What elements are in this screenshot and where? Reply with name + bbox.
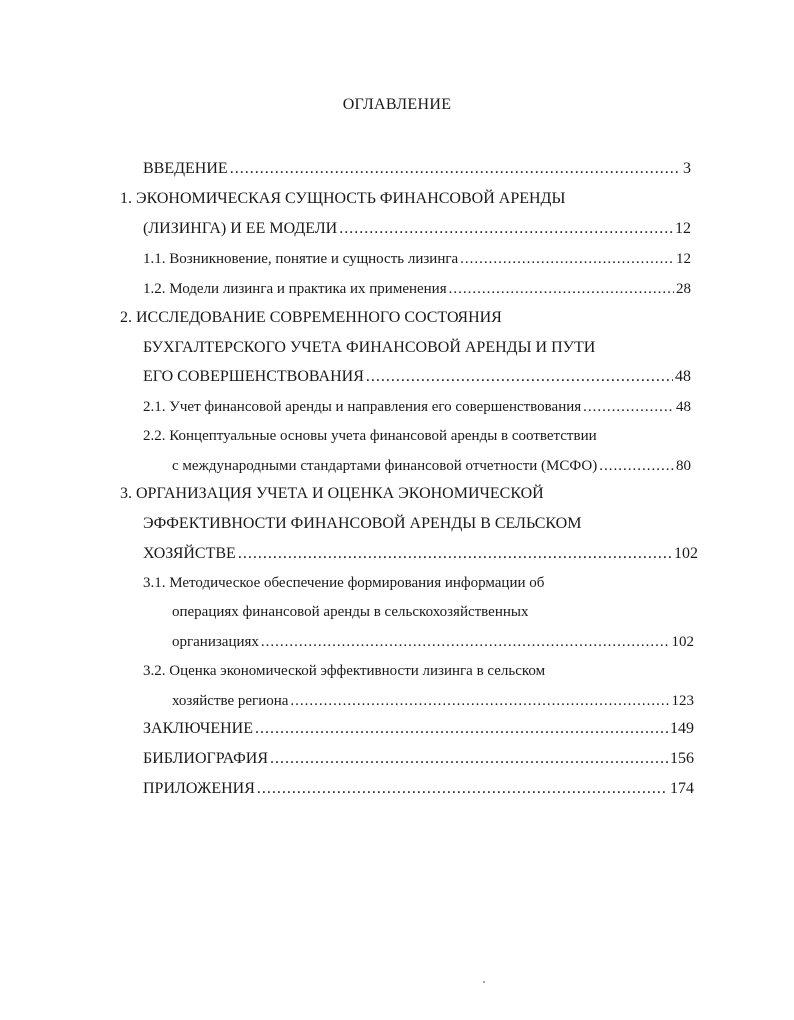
toc-entry-text: 3.2. Оценка экономической эффективности лизинга в сельском (143, 663, 546, 679)
toc-entry-page: 102 (674, 545, 698, 562)
toc-entry-page: 3 (683, 160, 691, 177)
toc-entry-page: 48 (676, 399, 691, 415)
toc-entry-text: 2. ИССЛЕДОВАНИЕ СОВРЕМЕННОГО СОСТОЯНИЯ (120, 309, 502, 326)
toc-section-1-1 (143, 249, 691, 269)
toc-entry-bibliography (143, 749, 694, 769)
toc-entry-text: (ЛИЗИНГА) И ЕЕ МОДЕЛИ (143, 220, 338, 237)
toc-section-2-1 (143, 397, 691, 417)
toc-entry-text: 1.1. Возникновение, понятие и сущность лизинга (143, 251, 459, 267)
toc-section-3-1-line-1 (143, 573, 544, 593)
toc-entry-page: 174 (670, 780, 694, 797)
toc-entry-text: ВВЕДЕНИЕ (143, 160, 228, 177)
toc-entry-text: ПРИЛОЖЕНИЯ (143, 780, 255, 797)
toc-entry-text: организациях (172, 634, 259, 650)
toc-entry-page: 28 (676, 281, 691, 297)
toc-entry-text: 2.1. Учет финансовой аренды и направления его совершенствования (143, 399, 582, 415)
toc-entry-appendices (143, 779, 694, 799)
toc-entry-page: 12 (676, 251, 691, 267)
toc-entry-text: 1. ЭКОНОМИЧЕСКАЯ СУЩНОСТЬ ФИНАНСОВОЙ АРЕНДЫ (120, 190, 566, 207)
toc-section-3-2-line-2 (172, 691, 694, 711)
toc-chapter-3-line-2 (143, 514, 581, 534)
leader-dots (458, 249, 674, 269)
toc-chapter-1-line-1 (120, 189, 565, 209)
leader-dots (364, 367, 673, 387)
leader-dots (268, 749, 668, 769)
toc-entry-text: 3. ОРГАНИЗАЦИЯ УЧЕТА И ОЦЕНКА ЭКОНОМИЧЕСКОЙ (120, 485, 544, 502)
toc-entry-conclusion (143, 719, 694, 739)
leader-dots (253, 719, 668, 739)
toc-entry-page: 48 (675, 368, 691, 385)
leader-dots (447, 279, 674, 299)
toc-entry-page: 80 (676, 458, 691, 474)
leader-dots (259, 632, 670, 652)
toc-entry-text: 2.2. Концептуальные основы учета финансовой аренды в соответствии (143, 428, 597, 444)
toc-entry-page: 156 (670, 750, 694, 767)
toc-entry-page: 102 (671, 634, 694, 650)
toc-entry-page: 149 (670, 720, 694, 737)
leader-dots (597, 456, 674, 476)
toc-entry-page: 12 (675, 220, 691, 237)
toc-entry-text: операциях финансовой аренды в сельскохозяйственных (172, 604, 529, 620)
toc-entry-text: ЕГО СОВЕРШЕНСТВОВАНИЯ (143, 368, 364, 385)
toc-section-2-2-line-2 (172, 456, 691, 476)
toc-entry-page: 123 (671, 693, 694, 709)
leader-dots (228, 159, 681, 179)
toc-section-1-2 (143, 279, 691, 299)
toc-entry-text: 3.1. Методическое обеспечение формирования информации об (143, 575, 545, 591)
leader-dots (236, 544, 672, 564)
toc-entry-text: БИБЛИОГРАФИЯ (143, 750, 269, 767)
toc-title: ОГЛАВЛЕНИЕ (342, 96, 452, 113)
toc-section-3-2-line-1 (143, 661, 545, 681)
toc-chapter-2-line-3 (143, 367, 691, 387)
toc-entry-text: ЭФФЕКТИВНОСТИ ФИНАНСОВОЙ АРЕНДЫ В СЕЛЬСКОМ (143, 515, 582, 532)
scan-speck (483, 981, 485, 983)
toc-entry-text: с международными стандартами финансовой отчетности (МСФО) (172, 458, 598, 474)
toc-section-2-2-line-1 (143, 426, 597, 446)
toc-entry-text: ЗАКЛЮЧЕНИЕ (143, 720, 253, 737)
toc-section-3-1-line-2 (172, 602, 528, 622)
toc-section-3-1-line-3 (172, 632, 694, 652)
toc-chapter-2-line-1 (120, 308, 502, 328)
toc-chapter-1-line-2 (143, 219, 691, 239)
toc-chapter-3-line-1 (120, 484, 544, 504)
leader-dots (581, 397, 674, 417)
toc-entry-introduction (143, 159, 691, 179)
leader-dots (337, 219, 673, 239)
toc-chapter-2-line-2 (143, 338, 595, 358)
toc-entry-text: ХОЗЯЙСТВЕ (143, 545, 236, 562)
toc-entry-text: хозяйстве региона (172, 693, 289, 709)
toc-entry-text: БУХГАЛТЕРСКОГО УЧЕТА ФИНАНСОВОЙ АРЕНДЫ И ПУТИ (143, 339, 596, 356)
leader-dots (255, 779, 668, 799)
toc-chapter-3-line-3 (143, 544, 698, 564)
leader-dots (288, 691, 669, 711)
toc-entry-text: 1.2. Модели лизинга и практика их применения (143, 281, 447, 297)
